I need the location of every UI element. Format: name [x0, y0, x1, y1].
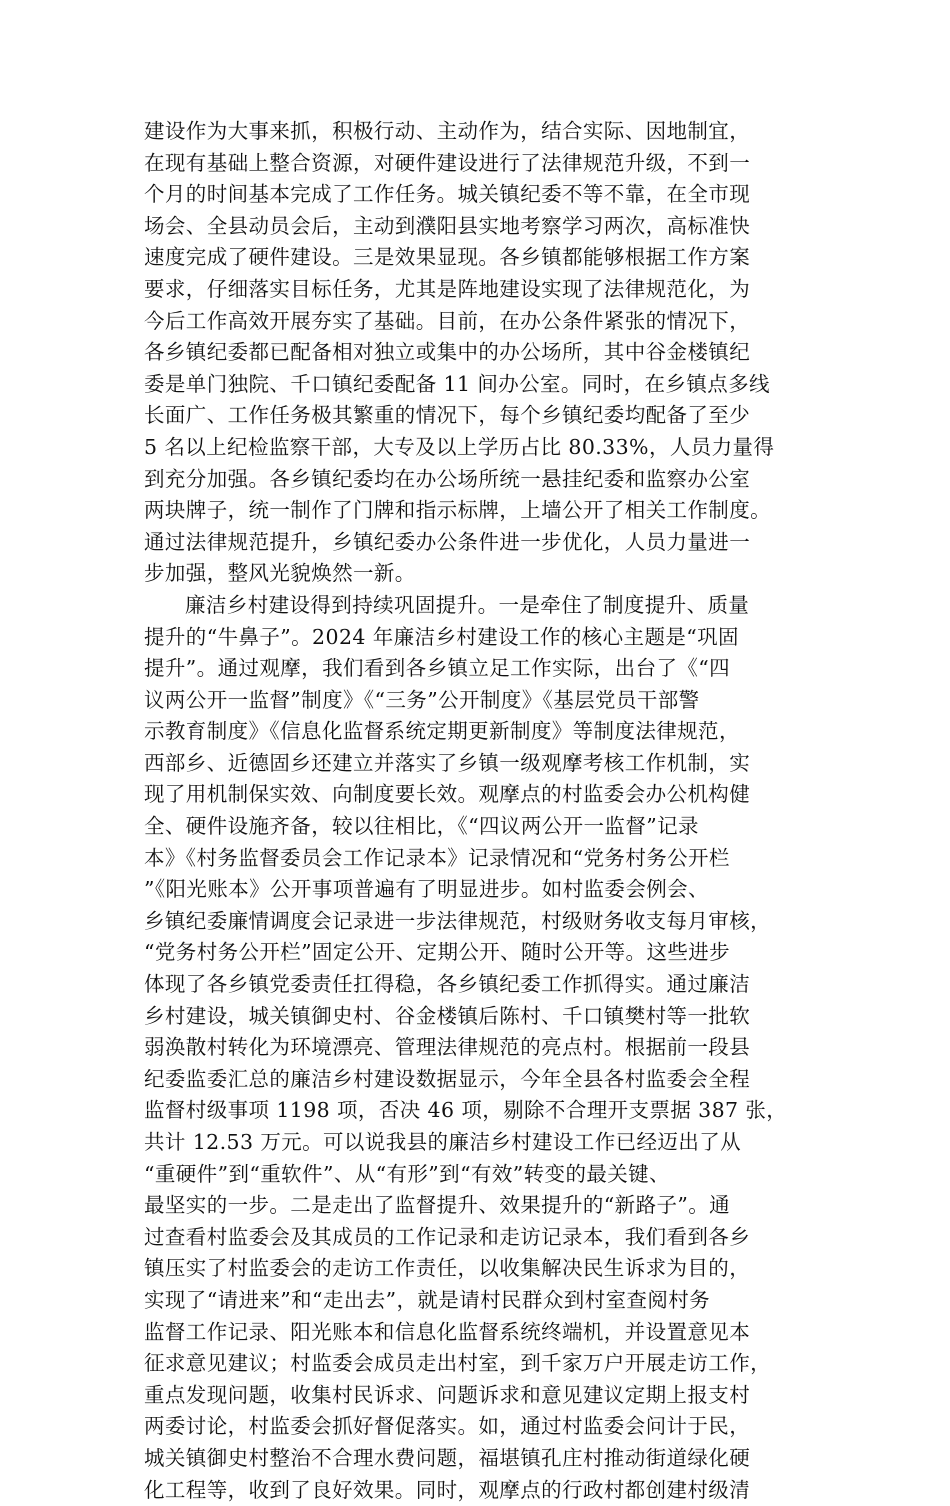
text-line: ”《阳光账本》公开事项普遍有了明显进步。如村监委会例会、 — [144, 877, 709, 902]
text-line: 乡镇纪委廉情调度会记录进一步法律规范，村级财务收支每月审核， — [144, 908, 771, 933]
text-line: 征求意见建议；村监委会成员走出村室，到千家万户开展走访工作， — [144, 1351, 771, 1376]
text-line: 通过法律规范提升，乡镇纪委办公条件进一步优化，人员力量进一 — [144, 529, 751, 554]
text-line: 各乡镇纪委都已配备相对独立或集中的办公场所，其中谷金楼镇纪 — [144, 340, 751, 365]
text-line: 现了用机制保实效、向制度要长效。观摩点的村监委会办公机构健 — [144, 782, 751, 807]
text-line: 速度完成了硬件建设。三是效果显现。各乡镇都能够根据工作方案 — [144, 245, 751, 270]
text-line: 最坚实的一步。二是走出了监督提升、效果提升的“新路子”。通 — [144, 1193, 731, 1218]
text-line: 今后工作高效开展夯实了基础。目前，在办公条件紧张的情况下， — [144, 308, 751, 333]
text-line: 5 名以上纪检监察干部，大专及以上学历占比 80.33%，人员力量得 — [144, 434, 775, 459]
text-line: 委是单门独院、千口镇纪委配备 11 间办公室。同时，在乡镇点多线 — [144, 371, 770, 396]
text-line: 到充分加强。各乡镇纪委均在办公场所统一悬挂纪委和监察办公室 — [144, 466, 751, 491]
text-line: 城关镇御史村整治不合理水费问题，福堪镇孔庄村推动街道绿化硬 — [144, 1445, 751, 1470]
text-line: 示教育制度》《信息化监督系统定期更新制度》等制度法律规范， — [144, 719, 740, 744]
text-line: 监督工作记录、阳光账本和信息化监督系统终端机，并设置意见本 — [144, 1319, 751, 1344]
text-line: 体现了各乡镇党委责任扛得稳，各乡镇纪委工作抓得实。通过廉洁 — [144, 972, 751, 997]
text-line: 本》《村务监督委员会工作记录本》记录情况和“党务村务公开栏 — [144, 845, 730, 870]
text-line: 西部乡、近德固乡还建立并落实了乡镇一级观摩考核工作机制，实 — [144, 750, 751, 775]
text-line: 两块牌子，统一制作了门牌和指示标牌，上墙公开了相关工作制度。 — [144, 498, 771, 523]
text-line: “党务村务公开栏”固定公开、定期公开、随时公开等。这些进步 — [144, 940, 731, 965]
text-line: 化工程等，收到了良好效果。同时，观摩点的行政村都创建村级清 — [144, 1477, 751, 1502]
text-line: 个月的时间基本完成了工作任务。城关镇纪委不等不靠，在全市现 — [144, 182, 751, 207]
text-line: 要求，仔细落实目标任务，尤其是阵地建设实现了法律规范化，为 — [144, 276, 751, 301]
text-line: 纪委监委汇总的廉洁乡村建设数据显示，今年全县各村监委会全程 — [144, 1066, 751, 1091]
text-line: 建设作为大事来抓，积极行动、主动作为，结合实际、因地制宜， — [144, 119, 751, 143]
text-line: 过查看村监委会及其成员的工作记录和走访记录本，我们看到各乡 — [144, 1224, 751, 1249]
text-line: 重点发现问题，收集村民诉求、问题诉求和意见建议定期上报支村 — [144, 1382, 751, 1407]
text-line: 在现有基础上整合资源，对硬件建设进行了法律规范升级，不到一 — [144, 150, 751, 175]
text-line: 提升的“牛鼻子”。2024 年廉洁乡村建设工作的核心主题是“巩固 — [144, 624, 739, 649]
text-line: 弱涣散村转化为环境漂亮、管理法律规范的亮点村。根据前一段县 — [144, 1035, 751, 1060]
paragraph — [144, 116, 818, 590]
text-line: 全、硬件设施齐备，较以往相比，《“四议两公开一监督”记录 — [144, 814, 699, 839]
text-line: 提升”。通过观摩，我们看到各乡镇立足工作实际，出台了《“四 — [144, 656, 731, 681]
text-line: 镇压实了村监委会的走访工作责任，以收集解决民生诉求为目的， — [144, 1256, 751, 1281]
text-line: “重硬件”到“重软件”、从“有形”到“有效”转变的最关键、 — [144, 1161, 670, 1186]
text-line: 共计 12.53 万元。可以说我县的廉洁乡村建设工作已经迈出了从 — [144, 1130, 742, 1154]
paragraph — [144, 590, 818, 1506]
text-line: 议两公开一监督”制度》《“三务”公开制度》《基层党员干部警 — [144, 687, 700, 712]
text-line: 步加强，整风光貌焕然一新。 — [144, 561, 416, 586]
text-line: 廉洁乡村建设得到持续巩固提升。一是牵住了制度提升、质量 — [185, 592, 750, 617]
text-line: 监督村级事项 1198 项，否决 46 项，剔除不合理开支票据 387 张， — [144, 1098, 788, 1123]
text-line: 长面广、工作任务极其繁重的情况下，每个乡镇纪委均配备了至少 — [144, 403, 751, 428]
text-line: 乡村建设，城关镇御史村、谷金楼镇后陈村、千口镇樊村等一批软 — [144, 1003, 751, 1028]
text-line: 实现了“请进来”和“走出去”，就是请村民群众到村室查阅村务 — [144, 1287, 711, 1312]
document-body — [144, 116, 818, 1506]
text-line: 两委讨论，村监委会抓好督促落实。如，通过村监委会问计于民， — [144, 1414, 751, 1439]
text-line: 场会、全县动员会后，主动到濮阳县实地考察学习两次，高标准快 — [144, 213, 751, 238]
